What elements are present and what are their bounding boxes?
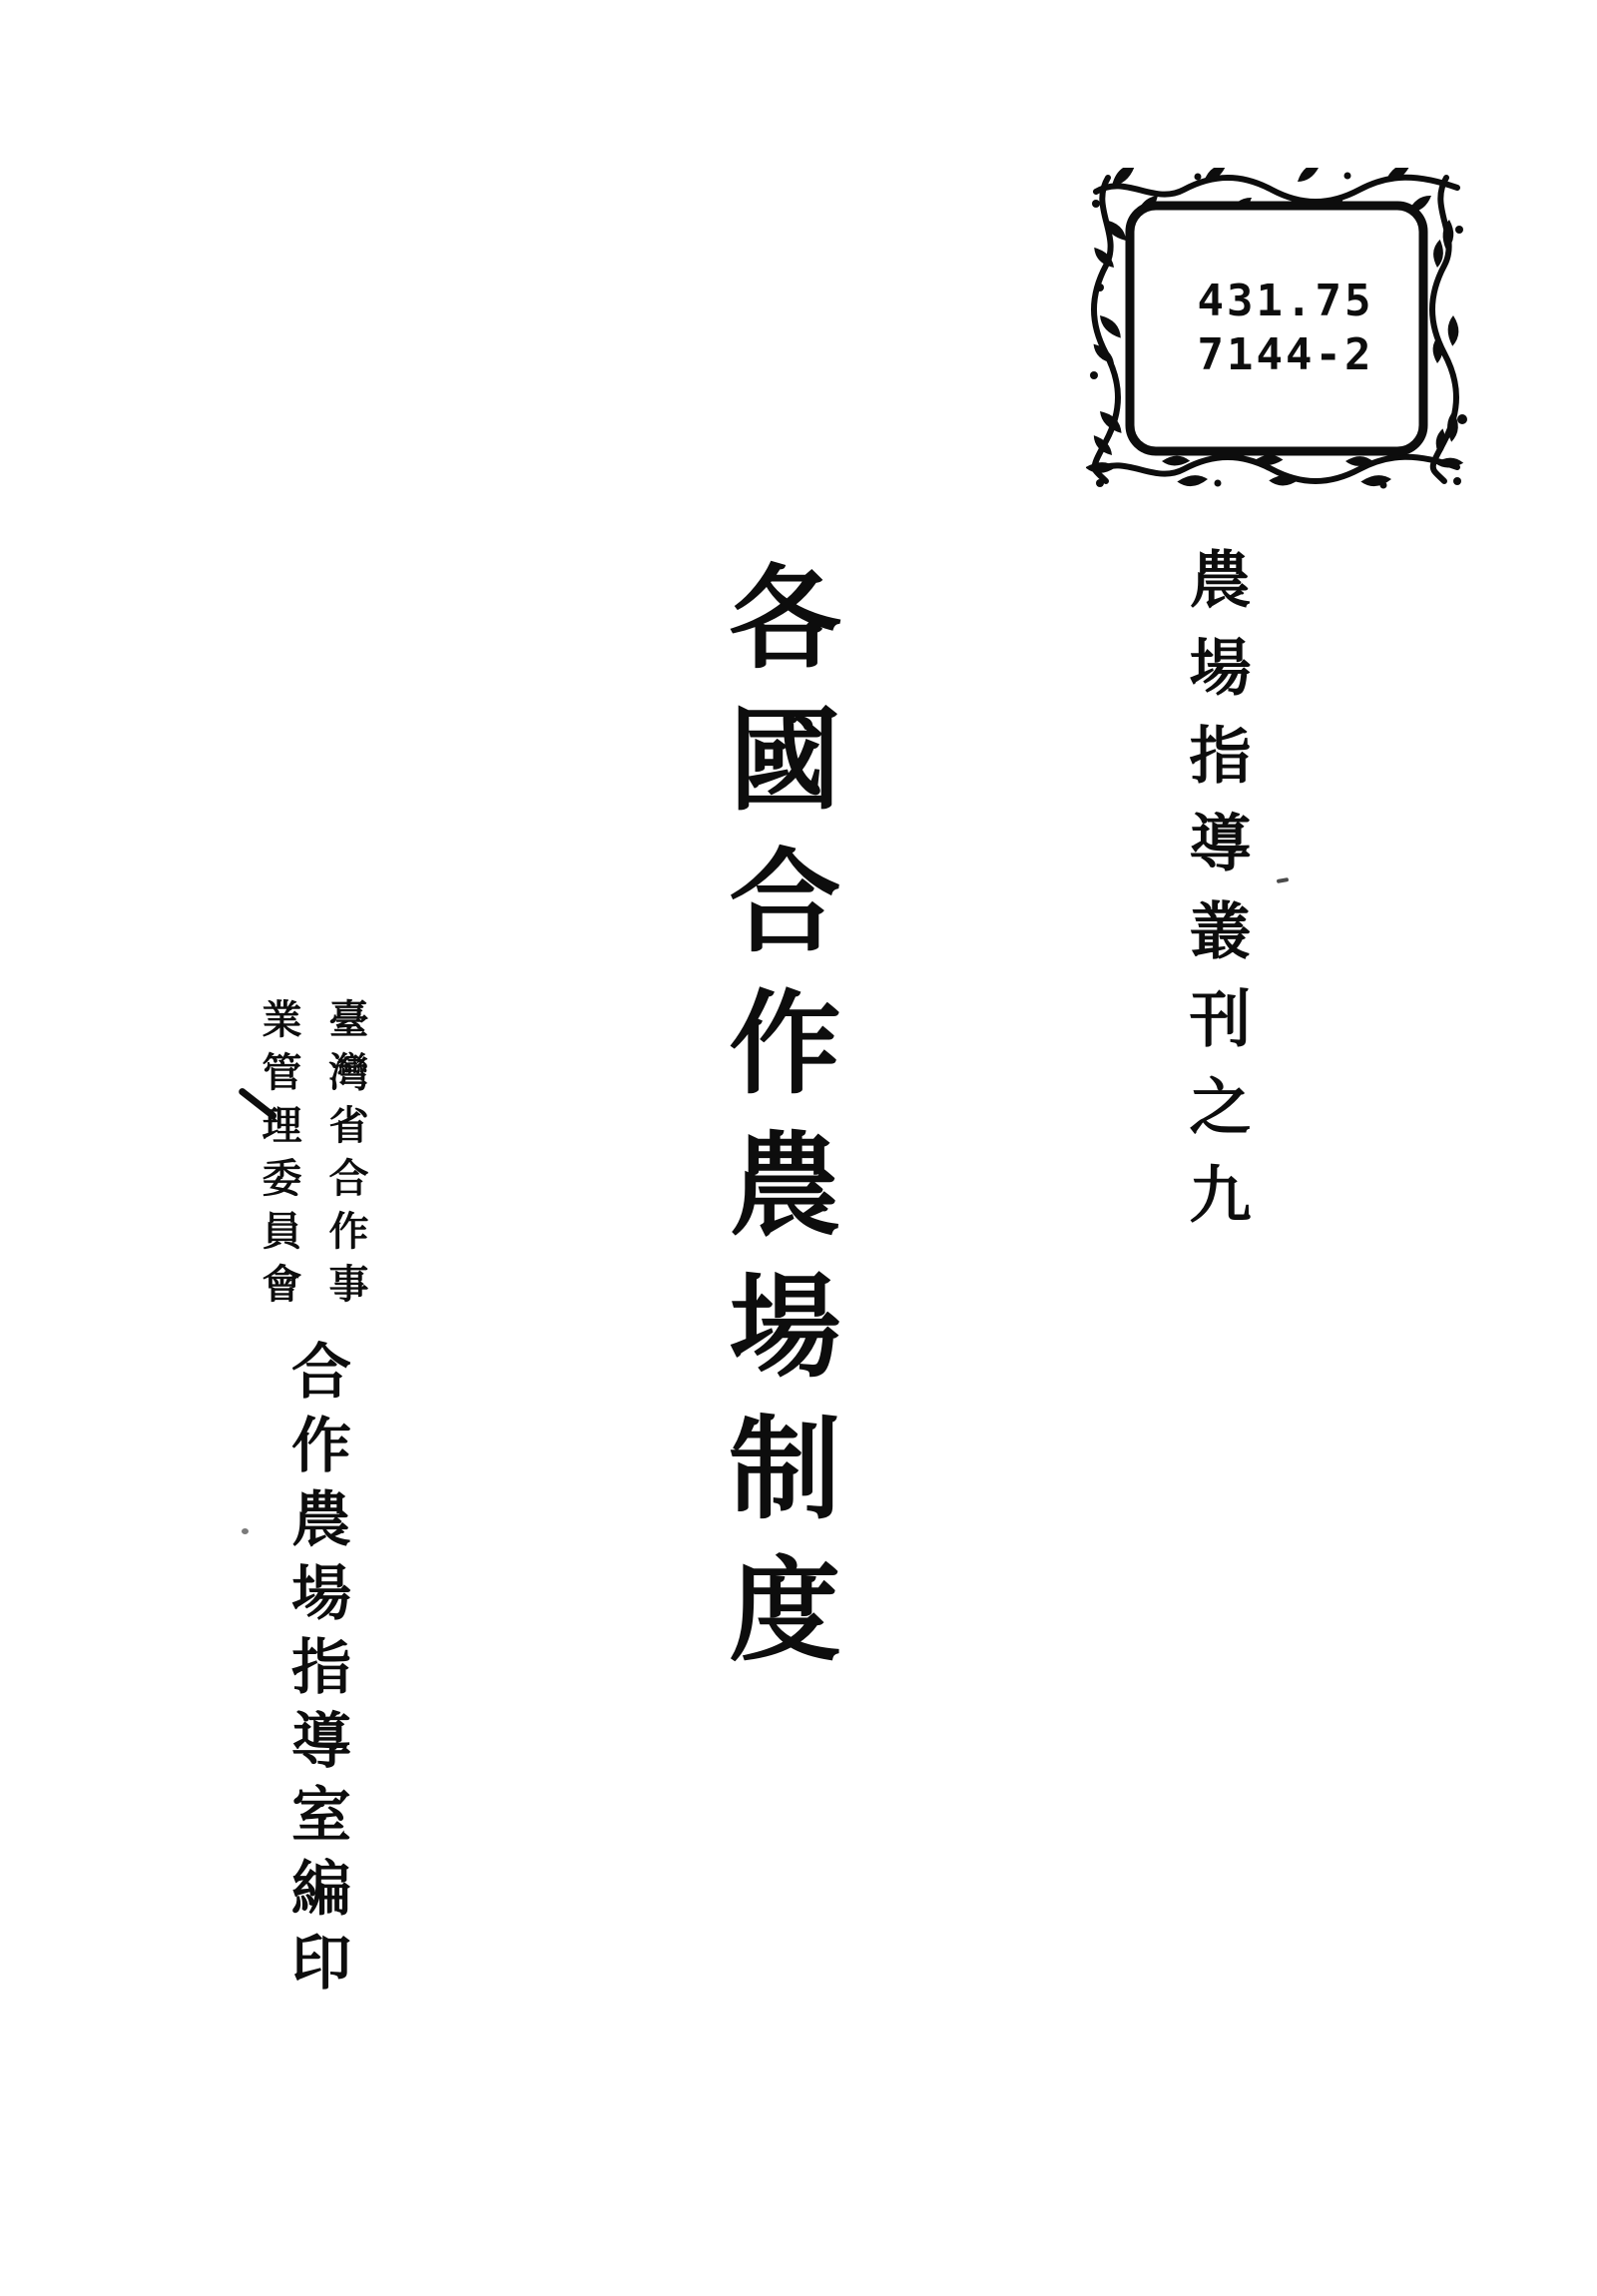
publisher-organization-column-right: 臺灣省合作事 [322,998,369,1316]
scan-artifact-dot [242,1528,249,1534]
scan-artifact-dash [1277,877,1290,883]
publisher-organization-column-left: 業管理委員會 [256,998,302,1316]
call-number-line-2: 7144-2 [1197,329,1374,380]
publisher-office-imprint: 合作農場指導室編印 [281,1340,351,2005]
series-label: 農場指導叢刊之九 [1179,547,1252,1250]
book-title: 各國合作農場制度 [711,559,841,1693]
library-call-number-plate [1086,168,1467,489]
call-number-text [1130,206,1423,451]
call-number-line-1: 431.75 [1197,276,1374,326]
